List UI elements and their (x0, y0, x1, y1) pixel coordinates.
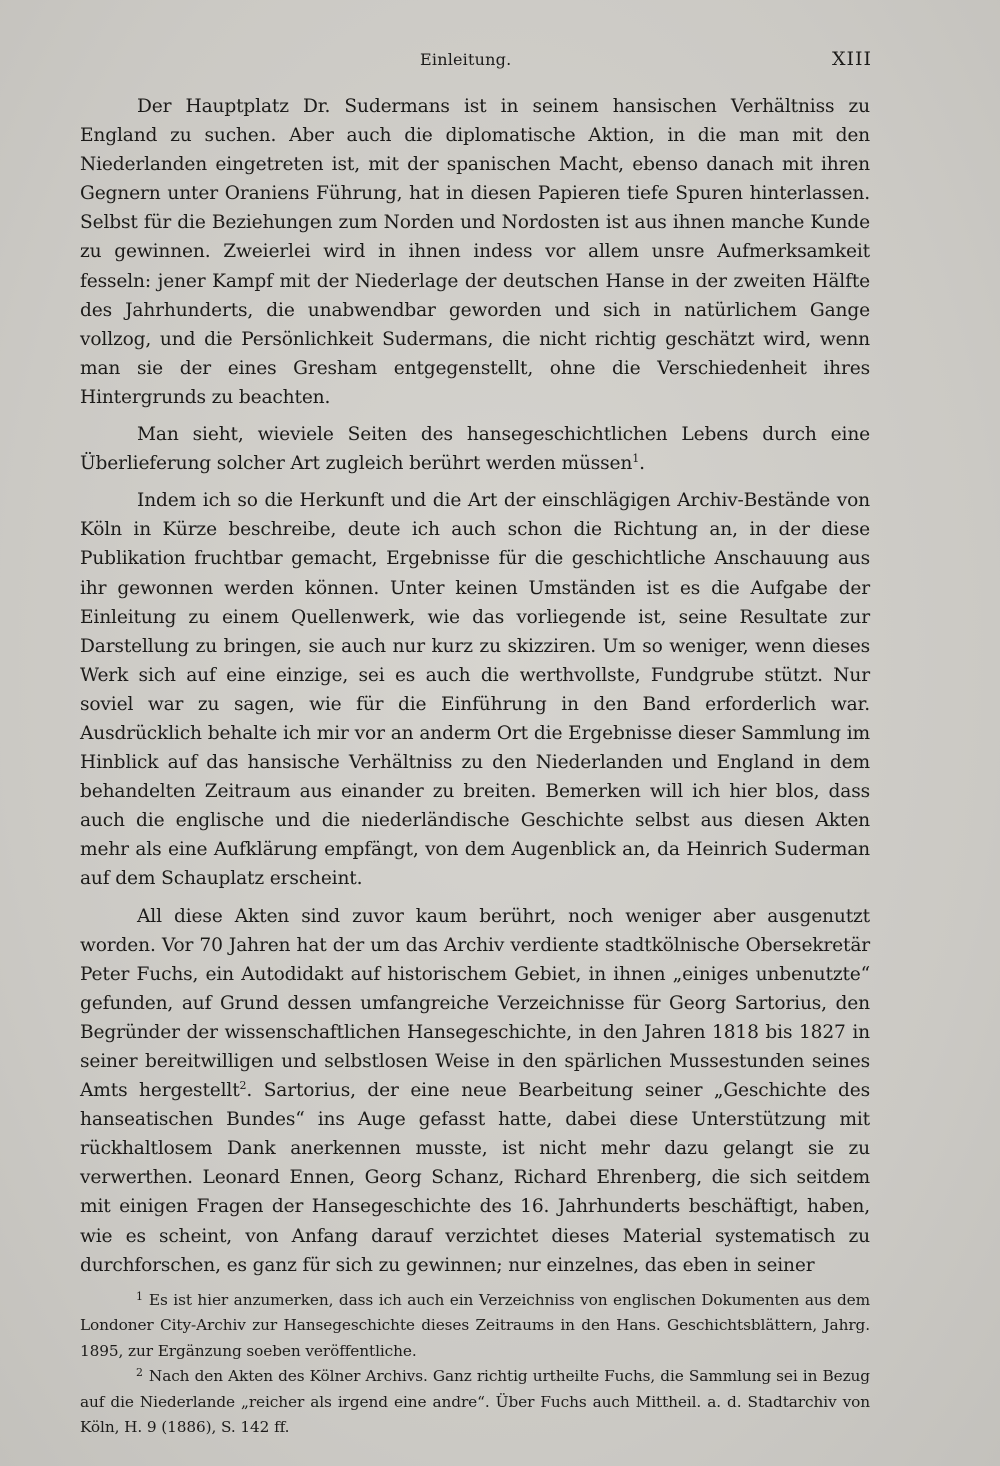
body-text (80, 92, 870, 1280)
footnote: $^1$ Es ist hier anzumerken, dass ich auch ein Verzeichniss von englischen Dokumenten aus dem Londoner City-Archiv zur Hansegeschichte dieses Zeitraums in den Hans. Geschichtsblättern, Jahrg. 1895, zur Ergänzung soeben veröffentliche. (80, 1289, 870, 1360)
running-head: Einleitung. (420, 50, 512, 69)
paragraph: Der Hauptplatz Dr. Sudermans ist in seinem hansischen Verhältniss zu England zu suchen. Aber auch die diplomatische Aktion, in die man mit den Niederlanden eingetreten ist, mit der spanischen Macht, ebenso danach mit ihren Gegnern unter Oraniens Führung, hat in diesen Papieren tiefe Spuren hinterlassen. Selbst für die Beziehungen zum Norden und Nordosten ist aus ihnen manche Kunde zu gewinnen. Zweierlei wird in ihnen indess vor allem unsre Aufmerksamkeit fesseln: jener Kampf mit der Niederlage der deutschen Hanse in der zweiten Hälfte des Jahrhunderts, die unabwendbar geworden und sich in natürlichem Gange vollzog, und die Persönlichkeit Sudermans, die nicht richtig geschätzt wird, wenn man sie der eines Gresham entgegenstellt, ohne die Verschiedenheit ihres Hintergrunds zu beachten. (80, 96, 870, 408)
footnote-marker: 1 (136, 1289, 143, 1303)
paragraph: Indem ich so die Herkunft und die Art der einschlägigen Archiv-Bestände von Köln in Kürze beschreibe, deute ich auch schon die Richtung an, in der diese Publikation fruchtbar gemacht, Ergebnisse für die geschichtliche Anschauung aus ihr gewonnen werden können. Unter keinen Umständen ist es die Aufgabe der Einleitung zu einem Quellenwerk, wie das vorliegende ist, seine Resultate zur Darstellung zu bringen, sie auch nur kurz zu skizziren. Um so weniger, wenn dieses Werk sich auf eine einzige, sei es auch die werthvollste, Fundgrube stützt. Nur soviel war zu sagen, wie für die Einführung in den Band erforderlich war. Ausdrücklich behalte ich mir vor an anderm Ort die Ergebnisse dieser Sammlung im Hinblick auf das hansische Verhältniss zu den Niederlanden und England in dem behandelten Zeitraum aus einander zu breiten. Bemerken will ich hier blos, dass auch die englische und die niederländische Geschichte selbst aus diesen Akten mehr als eine Aufklärung empfängt, von dem Augenblick an, da Heinrich Suderman auf dem Schauplatz erscheint. (80, 490, 870, 890)
book-page (80, 48, 870, 1441)
page-header (80, 48, 870, 78)
footnote-reference[interactable]: 2 (239, 1079, 247, 1093)
footnotes (80, 1288, 870, 1441)
footnote-reference[interactable]: 1 (632, 452, 640, 466)
page-number: XIII (831, 48, 872, 70)
footnote-marker: 2 (136, 1366, 143, 1380)
paragraph: Man sieht, wieviele Seiten des hansegeschichtlichen Lebens durch eine Überlieferung solcher Art zugleich berührt werden müssen$^1$. (80, 424, 870, 475)
paragraph: All diese Akten sind zuvor kaum berührt, noch weniger aber ausgenutzt worden. Vor 70 Jahren hat der um das Archiv verdiente stadtkölnische Obersekretär Peter Fuchs, ein Autodidakt auf historischem Gebiet, in ihnen „einiges unbenutzte“ gefunden, auf Grund dessen umfangreiche Verzeichnisse für Georg Sartorius, den Begründer der wissenschaftlichen Hansegeschichte, in den Jahren 1818 bis 1827 in seiner bereitwilligen und selbstlosen Weise in den spärlichen Mussestunden seines Amts hergestellt$^2$. Sartorius, der eine neue Bearbeitung seiner „Geschichte des hanseatischen Bundes“ ins Auge gefasst hatte, dabei diese Unterstützung mit rückhaltlosem Dank anerkennen musste, ist nicht mehr dazu gelangt sie zu verwerthen. Leonard Ennen, Georg Schanz, Richard Ehrenberg, die sich seitdem mit einigen Fragen der Hansegeschichte des 16. Jahrhunderts beschäftigt, haben, wie es scheint, von Anfang darauf verzichtet dieses Material systematisch zu durchforschen, es ganz für sich zu gewinnen; nur einzelnes, das eben in seiner (80, 905, 870, 1276)
footnote: $^2$ Nach den Akten des Kölner Archivs. Ganz richtig urtheilte Fuchs, die Sammlung sei in Bezug auf die Niederlande „reicher als irgend eine andre“. Über Fuchs auch Mittheil. a. d. Stadtarchiv von Köln, H. 9 (1886), S. 142 ff. (80, 1366, 870, 1437)
